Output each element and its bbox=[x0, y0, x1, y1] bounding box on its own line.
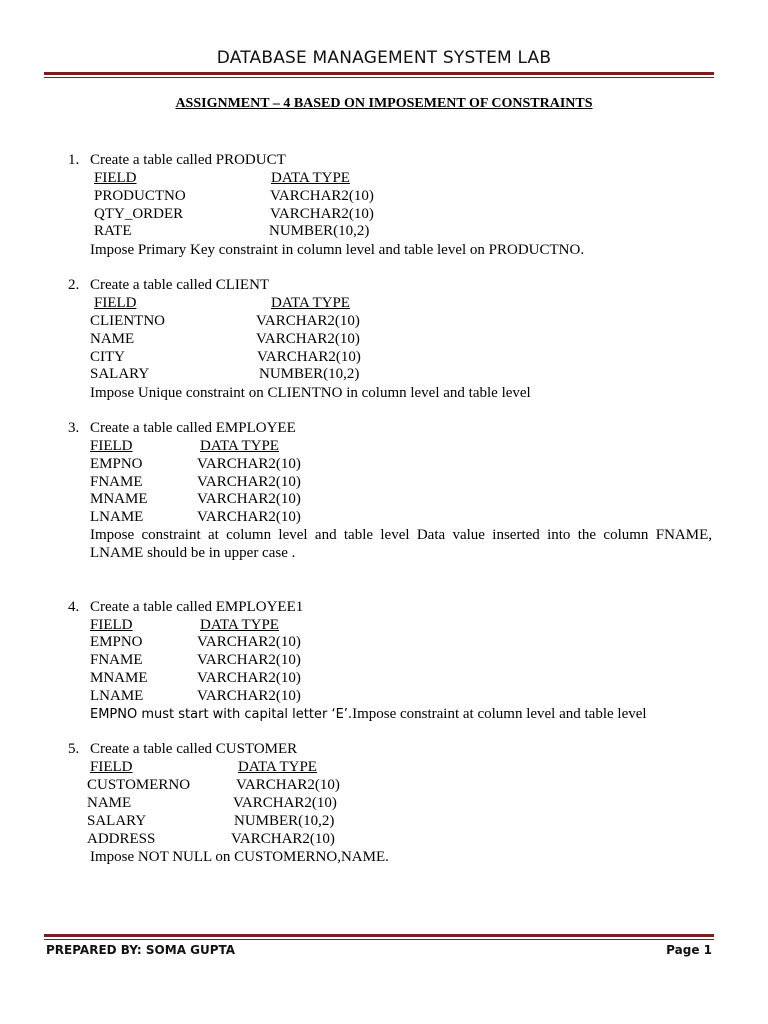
q4-field: MNAME bbox=[90, 670, 148, 686]
q2-number: 2. bbox=[68, 277, 80, 293]
q3-field-header: FIELD bbox=[90, 438, 133, 454]
q4-note-part-b: Impose constraint at column level and table level bbox=[352, 706, 647, 722]
footer-page-number: Page 1 bbox=[666, 943, 712, 957]
q5-type: NUMBER(10,2) bbox=[234, 813, 335, 829]
q5-field-header: FIELD bbox=[90, 759, 133, 775]
header-title: DATABASE MANAGEMENT SYSTEM LAB bbox=[216, 48, 552, 68]
q4-type: VARCHAR2(10) bbox=[197, 652, 301, 668]
q3-note-line-1: Impose constraint at column level and table level Data value inserted into the column FNAME, bbox=[90, 527, 712, 543]
q1-field: RATE bbox=[94, 223, 132, 239]
q5-field: SALARY bbox=[87, 813, 147, 829]
assignment-title: ASSIGNMENT – 4 BASED ON IMPOSEMENT OF CONSTRAINTS bbox=[175, 96, 593, 111]
q5-field: CUSTOMERNO bbox=[87, 777, 191, 793]
q4-type: VARCHAR2(10) bbox=[197, 670, 301, 686]
q5-type: VARCHAR2(10) bbox=[233, 795, 337, 811]
q3-field: LNAME bbox=[90, 509, 144, 525]
q4-type: VARCHAR2(10) bbox=[197, 634, 301, 650]
q4-note bbox=[90, 706, 647, 723]
q5-field: ADDRESS bbox=[87, 831, 156, 847]
q3-type: VARCHAR2(10) bbox=[197, 474, 301, 490]
q2-note: Impose Unique constraint on CLIENTNO in column level and table level bbox=[90, 385, 531, 401]
q2-prompt: Create a table called CLIENT bbox=[90, 277, 270, 293]
footer-rule-thick bbox=[44, 934, 714, 937]
q4-field-header: FIELD bbox=[90, 617, 133, 633]
q2-type: VARCHAR2(10) bbox=[256, 331, 360, 347]
q1-field-header: FIELD bbox=[94, 170, 137, 186]
q4-type: VARCHAR2(10) bbox=[197, 688, 301, 704]
q3-type-header: DATA TYPE bbox=[200, 438, 279, 454]
q3-field: MNAME bbox=[90, 491, 148, 507]
q2-type: NUMBER(10,2) bbox=[259, 366, 360, 382]
q1-number: 1. bbox=[68, 152, 80, 168]
q4-note-part-a: EMPNO must start with capital letter ‘E’. bbox=[90, 707, 353, 722]
q4-field: LNAME bbox=[90, 688, 144, 704]
q4-number: 4. bbox=[68, 599, 80, 615]
q5-field: NAME bbox=[87, 795, 132, 811]
q5-type: VARCHAR2(10) bbox=[231, 831, 335, 847]
q3-number: 3. bbox=[68, 420, 80, 436]
q3-prompt: Create a table called EMPLOYEE bbox=[90, 420, 296, 436]
q3-type: VARCHAR2(10) bbox=[197, 491, 301, 507]
q2-type-header: DATA TYPE bbox=[271, 295, 350, 311]
q2-field: NAME bbox=[90, 331, 135, 347]
q1-prompt: Create a table called PRODUCT bbox=[90, 152, 286, 168]
q5-type-header: DATA TYPE bbox=[238, 759, 317, 775]
q2-type: VARCHAR2(10) bbox=[256, 313, 360, 329]
q3-type: VARCHAR2(10) bbox=[197, 509, 301, 525]
q1-field: QTY_ORDER bbox=[94, 206, 184, 222]
q4-field: FNAME bbox=[90, 652, 143, 668]
header-rule-thick bbox=[44, 72, 714, 75]
q5-note: Impose NOT NULL on CUSTOMERNO,NAME. bbox=[90, 849, 389, 865]
q3-field: FNAME bbox=[90, 474, 143, 490]
q4-field: EMPNO bbox=[90, 634, 143, 650]
q2-field: SALARY bbox=[90, 366, 150, 382]
q3-note-line-2: LNAME should be in upper case . bbox=[90, 545, 296, 561]
q1-field: PRODUCTNO bbox=[94, 188, 186, 204]
q1-type-header: DATA TYPE bbox=[271, 170, 350, 186]
header-rule-thin bbox=[44, 77, 714, 78]
footer-prepared-by: PREPARED BY: SOMA GUPTA bbox=[46, 943, 236, 957]
q4-prompt: Create a table called EMPLOYEE1 bbox=[90, 599, 304, 615]
q1-note: Impose Primary Key constraint in column level and table level on PRODUCTNO. bbox=[90, 242, 585, 258]
q2-field: CITY bbox=[90, 349, 125, 365]
q2-field: CLIENTNO bbox=[90, 313, 165, 329]
q2-field-header: FIELD bbox=[94, 295, 137, 311]
q3-type: VARCHAR2(10) bbox=[197, 456, 301, 472]
q1-type: NUMBER(10,2) bbox=[269, 223, 370, 239]
q1-type: VARCHAR2(10) bbox=[270, 188, 374, 204]
q5-prompt: Create a table called CUSTOMER bbox=[90, 741, 298, 757]
q5-number: 5. bbox=[68, 741, 80, 757]
q5-type: VARCHAR2(10) bbox=[236, 777, 340, 793]
q1-type: VARCHAR2(10) bbox=[270, 206, 374, 222]
q2-type: VARCHAR2(10) bbox=[257, 349, 361, 365]
q3-field: EMPNO bbox=[90, 456, 143, 472]
footer-rule-thin bbox=[44, 939, 714, 940]
q4-type-header: DATA TYPE bbox=[200, 617, 279, 633]
